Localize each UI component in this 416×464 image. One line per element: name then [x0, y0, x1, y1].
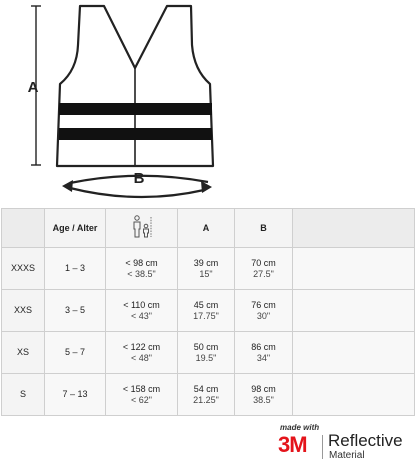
3m-logo: 3M — [278, 432, 307, 457]
b-cm: 98 cm — [251, 383, 276, 394]
a-cm: 50 cm — [193, 341, 219, 352]
dimension-b-label: B — [133, 170, 145, 187]
a-in: 21.25" — [193, 394, 219, 405]
size-cell: XXXS — [2, 248, 45, 290]
table-row — [2, 374, 415, 416]
child-height-icon — [131, 215, 153, 239]
height-cell — [106, 290, 178, 332]
brand-title: Reflective — [328, 431, 403, 450]
b-in: 30" — [256, 310, 271, 321]
height-in: < 62" — [131, 394, 152, 405]
height-cell — [106, 332, 178, 374]
b-cell — [235, 374, 293, 416]
height-in: < 48" — [131, 352, 152, 363]
age-cell: 5 – 7 — [45, 332, 106, 374]
a-cm: 54 cm — [193, 383, 219, 394]
table-row — [2, 290, 415, 332]
header-age: Age / Alter — [45, 209, 106, 248]
reflective-stripe-bottom — [59, 128, 212, 140]
table-header-row — [2, 209, 415, 248]
vest-diagram — [0, 0, 416, 205]
age-cell: 7 – 13 — [45, 374, 106, 416]
empty-cell — [293, 374, 415, 416]
height-cell — [106, 248, 178, 290]
header-height — [106, 209, 178, 248]
size-table — [1, 208, 415, 416]
height-cm: < 98 cm — [125, 257, 158, 268]
dimension-a-label: A — [27, 79, 39, 96]
a-in: 19.5" — [195, 352, 217, 363]
b-cm: 76 cm — [251, 299, 276, 310]
a-cm: 39 cm — [193, 257, 219, 268]
brand-3m-reflective — [270, 423, 416, 463]
a-cell — [178, 248, 235, 290]
a-in: 15" — [199, 268, 213, 279]
a-cell — [178, 332, 235, 374]
b-in: 34" — [256, 352, 271, 363]
table-row — [2, 248, 415, 290]
b-in: 27.5" — [253, 268, 274, 279]
vest-outline — [57, 6, 213, 166]
height-in: < 43" — [131, 310, 152, 321]
b-cell — [235, 332, 293, 374]
a-cm: 45 cm — [193, 299, 219, 310]
height-in: < 38.5" — [127, 268, 156, 279]
made-with-text: made with — [280, 423, 320, 432]
a-cell — [178, 290, 235, 332]
a-cell — [178, 374, 235, 416]
b-cell — [235, 290, 293, 332]
size-cell: S — [2, 374, 45, 416]
height-cell — [106, 374, 178, 416]
empty-cell — [293, 290, 415, 332]
brand-subtitle: Material — [329, 450, 365, 461]
age-cell: 1 – 3 — [45, 248, 106, 290]
a-in: 17.75" — [193, 310, 219, 321]
b-cell — [235, 248, 293, 290]
b-cm: 70 cm — [251, 257, 276, 268]
empty-cell — [293, 248, 415, 290]
height-cm: < 110 cm — [123, 299, 160, 310]
age-cell: 3 – 5 — [45, 290, 106, 332]
height-cm: < 122 cm — [122, 341, 161, 352]
empty-cell — [293, 332, 415, 374]
height-cm: < 158 cm — [122, 383, 161, 394]
b-in: 38.5" — [253, 394, 274, 405]
brand-divider — [322, 435, 323, 459]
size-cell: XXS — [2, 290, 45, 332]
b-cm: 86 cm — [251, 341, 276, 352]
size-cell: XS — [2, 332, 45, 374]
header-b: B — [235, 209, 293, 248]
table-row — [2, 332, 415, 374]
header-a: A — [178, 209, 235, 248]
header-empty — [293, 209, 415, 248]
reflective-stripe-top — [59, 103, 212, 115]
header-size-corner — [2, 209, 45, 248]
